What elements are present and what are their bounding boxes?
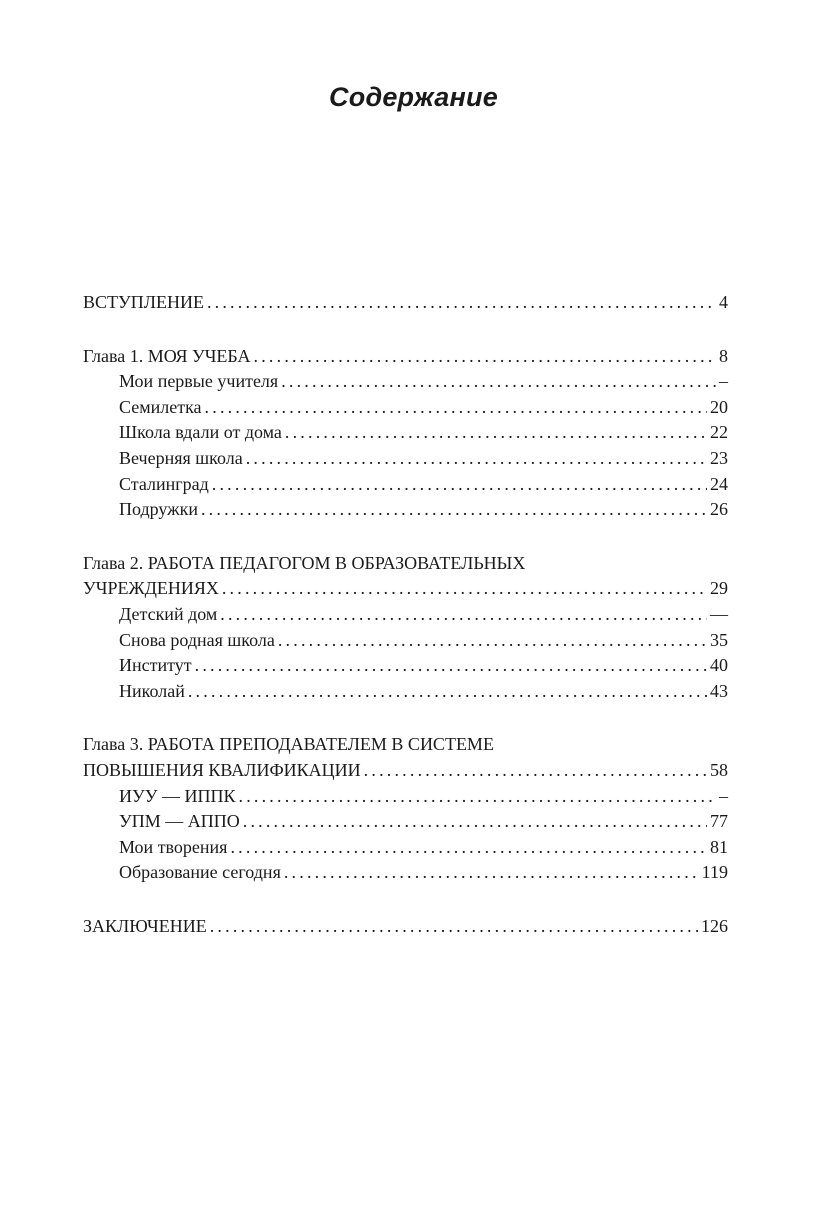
dot-leader	[210, 914, 698, 940]
toc-entry-label: Сталинград	[119, 473, 209, 494]
page-title: Содержание	[329, 82, 498, 112]
toc-entry-label: Мои первые учителя	[119, 371, 279, 392]
dot-leader	[222, 576, 707, 602]
table-of-contents	[83, 290, 728, 939]
toc-subentry[interactable]	[83, 809, 728, 835]
toc-page-number: 81	[710, 836, 728, 857]
toc-page-number: 119	[701, 862, 728, 883]
toc-entry-label: Детский дом	[119, 603, 218, 624]
toc-entry-label: Институт	[119, 655, 192, 676]
toc-subentry[interactable]	[83, 784, 728, 810]
dot-leader	[195, 653, 707, 679]
toc-page-number: 24	[710, 473, 728, 494]
toc-entry-label: ИУУ — ИППК	[119, 785, 236, 806]
toc-entry-label: Вечерняя школа	[119, 447, 243, 468]
dot-leader	[212, 472, 707, 498]
dot-leader	[281, 369, 716, 395]
toc-subentry[interactable]	[83, 446, 728, 472]
toc-page-number: 77	[710, 811, 728, 832]
toc-page-number: –	[719, 785, 728, 806]
toc-subentry[interactable]	[83, 369, 728, 395]
toc-page-number: 43	[710, 680, 728, 701]
toc-subentry[interactable]	[83, 472, 728, 498]
toc-chapter-3-title-line: Глава 3. РАБОТА ПРЕПОДАВАТЕЛЕМ В СИСТЕМЕ	[83, 734, 494, 755]
toc-entry-label: Мои творения	[119, 836, 228, 857]
dot-leader	[246, 446, 707, 472]
dot-leader	[201, 497, 707, 523]
toc-entry-label: Снова родная школа	[119, 629, 275, 650]
toc-entry-conclusion[interactable]	[83, 914, 728, 940]
toc-subentry[interactable]	[83, 653, 728, 679]
toc-subentry[interactable]	[83, 628, 728, 654]
toc-page-number: 126	[701, 915, 728, 936]
toc-chapter-2-title-line: Глава 2. РАБОТА ПЕДАГОГОМ В ОБРАЗОВАТЕЛЬНЫХ	[83, 552, 526, 573]
toc-entry-label: ВСТУПЛЕНИЕ	[83, 292, 204, 312]
toc-subentry[interactable]	[83, 679, 728, 705]
toc-page-number: 58	[710, 759, 728, 780]
toc-subentry[interactable]	[83, 497, 728, 523]
toc-entry-label: ЗАКЛЮЧЕНИЕ	[83, 915, 207, 936]
toc-entry-chapter-2[interactable]	[83, 576, 728, 602]
dot-leader	[220, 602, 707, 628]
toc-page-number: 8	[719, 345, 728, 366]
dot-leader	[284, 860, 699, 886]
dot-leader	[243, 809, 707, 835]
dot-leader	[364, 758, 707, 784]
dot-leader	[188, 679, 707, 705]
toc-subentry[interactable]	[83, 395, 728, 421]
toc-page-number: –	[719, 371, 728, 392]
toc-page-number: 22	[710, 422, 728, 443]
dot-leader	[254, 344, 716, 370]
toc-page-number: 29	[710, 578, 728, 599]
dot-leader	[278, 628, 707, 654]
toc-page-number: 23	[710, 447, 728, 468]
toc-entry-label: Школа вдали от дома	[119, 422, 282, 443]
toc-entry-label: Семилетка	[119, 396, 202, 417]
toc-entry-label: Подружки	[119, 499, 198, 520]
toc-entry-label: УПМ — АППО	[119, 811, 240, 832]
dot-leader	[205, 395, 707, 421]
dot-leader	[230, 835, 707, 861]
toc-entry-chapter-3[interactable]	[83, 758, 728, 784]
toc-entry-label: ПОВЫШЕНИЯ КВАЛИФИКАЦИИ	[83, 759, 361, 780]
toc-page-number: 35	[710, 629, 728, 650]
toc-page-number: —	[710, 603, 728, 624]
toc-subentry[interactable]	[83, 835, 728, 861]
toc-subentry[interactable]	[83, 420, 728, 446]
dot-leader	[285, 420, 707, 446]
toc-page-number: 4	[719, 292, 728, 312]
toc-subentry[interactable]	[83, 860, 728, 886]
toc-entry-label: Николай	[119, 680, 185, 701]
toc-entry-label: Образование сегодня	[119, 862, 281, 883]
toc-page-number: 20	[710, 396, 728, 417]
toc-subentry[interactable]	[83, 602, 728, 628]
toc-entry-label: УЧРЕЖДЕНИЯХ	[83, 578, 219, 599]
toc-entry-label: Глава 1. МОЯ УЧЕБА	[83, 345, 251, 366]
dot-leader	[207, 290, 716, 316]
toc-entry-chapter-1[interactable]	[83, 344, 728, 370]
toc-page-number: 26	[710, 499, 728, 520]
toc-entry-intro[interactable]	[83, 290, 728, 316]
dot-leader	[239, 784, 717, 810]
toc-page-number: 40	[710, 655, 728, 676]
